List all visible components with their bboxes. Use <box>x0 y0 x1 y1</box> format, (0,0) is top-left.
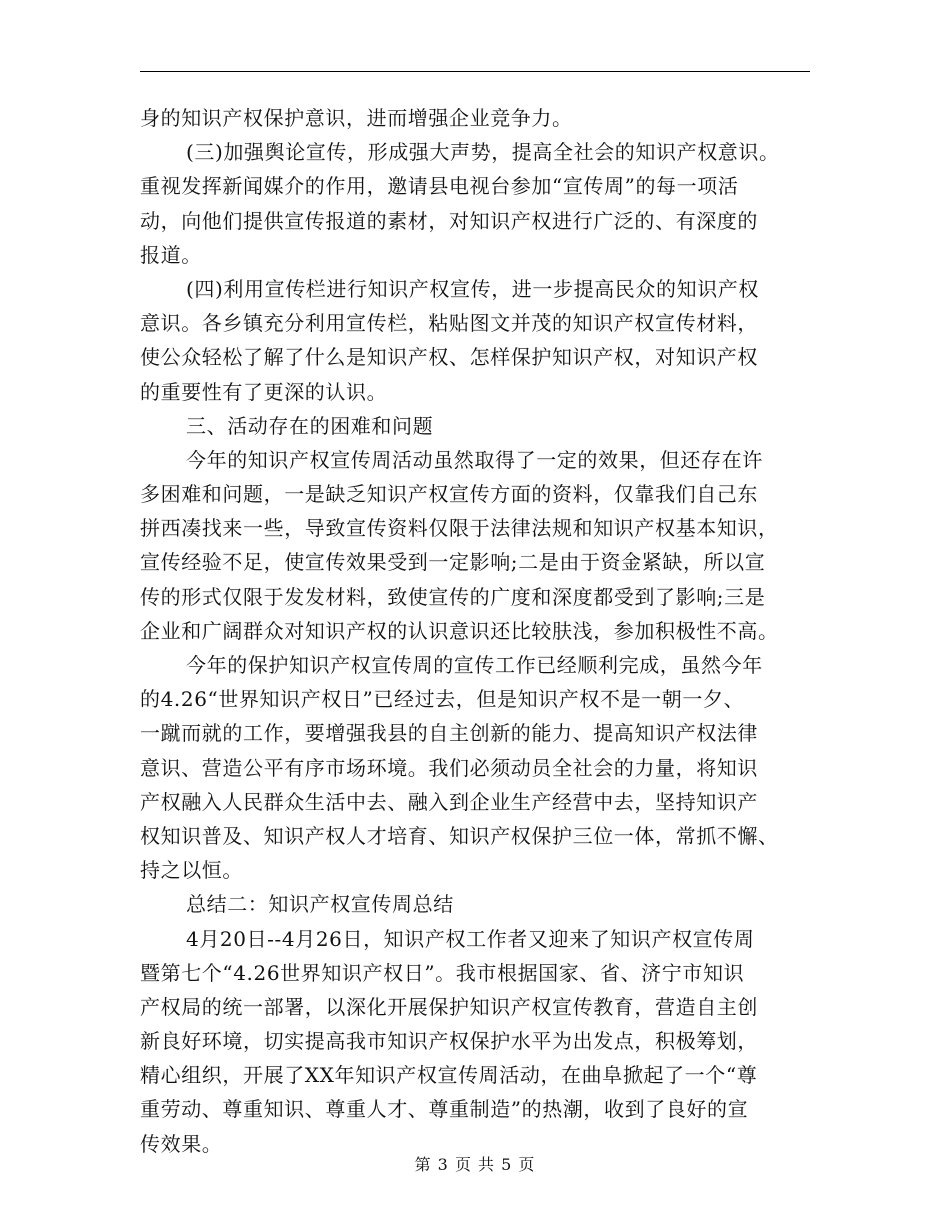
text-line: (三)加强舆论宣传，形成强大声势，提高全社会的知识产权意识。 <box>186 140 780 165</box>
text-line: 使公众轻松了解了什么是知识产权、怎样保护知识产权，对知识产权 <box>140 345 758 370</box>
text-line: 今年的保护知识产权宣传周的宣传工作已经顺利完成，虽然今年 <box>186 653 763 677</box>
text-line: 总结二：知识产权宣传周总结 <box>186 892 454 917</box>
text-line: 企业和广阔群众对知识产权的认识意识还比较肤浅，参加积极性不高。 <box>140 618 779 643</box>
text-line: 一蹴而就的工作，要增强我县的自主创新的能力、提高知识产权法律 <box>140 721 758 746</box>
text-line: 精心组织，开展了XX年知识产权宣传周活动，在曲阜掀起了一个“尊 <box>140 1063 758 1088</box>
text-line: 产权局的统一部署，以深化开展保护知识产权宣传教育，营造自主创 <box>140 994 758 1019</box>
text-line: 拼西凑找来一些，导致宣传资料仅限于法律法规和知识产权基本知识， <box>140 516 779 541</box>
text-line: 产权融入人民群众生活中去、融入到企业生产经营中去，坚持知识产 <box>140 789 758 814</box>
document-body <box>140 101 815 1161</box>
text-line: 多困难和问题，一是缺乏知识产权宣传方面的资料，仅靠我们自己东 <box>140 482 758 507</box>
text-line: 报道。 <box>140 242 202 267</box>
text-line: 宣传经验不足，使宣传效果受到一定影响;二是由于资金紧缺，所以宣 <box>140 550 766 575</box>
text-line: 身的知识产权保护意识，进而增强企业竞争力。 <box>140 106 573 130</box>
text-line: 传的形式仅限于发发材料，致使宣传的广度和深度都受到了影响;三是 <box>140 584 766 609</box>
text-line: 三、活动存在的困难和问题 <box>186 413 434 438</box>
page-number: 第 3 页 共 5 页 <box>414 1155 536 1174</box>
text-line: 传效果。 <box>140 1131 223 1156</box>
text-line: 的4.26“世界知识产权日”已经过去，但是知识产权不是一朝一夕、 <box>140 687 745 712</box>
text-line: 动，向他们提供宣传报道的素材，对知识产权进行广泛的、有深度的 <box>140 208 758 233</box>
text-line: 新良好环境，切实提高我市知识产权保护水平为出发点，积极筹划， <box>140 1029 758 1054</box>
text-line: 4月20日--4月26日，知识产权工作者又迎来了知识产权宣传周 <box>186 926 755 951</box>
text-line: 持之以恒。 <box>140 858 243 883</box>
text-line: 意识、营造公平有序市场环境。我们必须动员全社会的力量，将知识 <box>140 755 758 780</box>
text-line: 重视发挥新闻媒介的作用，邀请县电视台参加“宣传周”的每一项活 <box>140 174 739 199</box>
text-line: 今年的知识产权宣传周活动虽然取得了一定的效果，但还存在许 <box>186 447 763 472</box>
text-line: 的重要性有了更深的认识。 <box>140 379 388 404</box>
text-line: 重劳动、尊重知识、尊重人才、尊重制造”的热潮，收到了良好的宣 <box>140 1097 749 1122</box>
text-line: 意识。各乡镇充分利用宣传栏，粘贴图文并茂的知识产权宣传材料， <box>140 311 758 336</box>
header-rule <box>140 71 810 72</box>
text-line: 暨第七个“4.26世界知识产权日”。我市根据国家、省、济宁市知识 <box>140 960 745 985</box>
text-line: 权知识普及、知识产权人才培育、知识产权保护三位一体，常抓不懈、 <box>140 823 779 848</box>
text-line: (四)利用宣传栏进行知识产权宣传，进一步提高民众的知识产权 <box>186 276 760 301</box>
